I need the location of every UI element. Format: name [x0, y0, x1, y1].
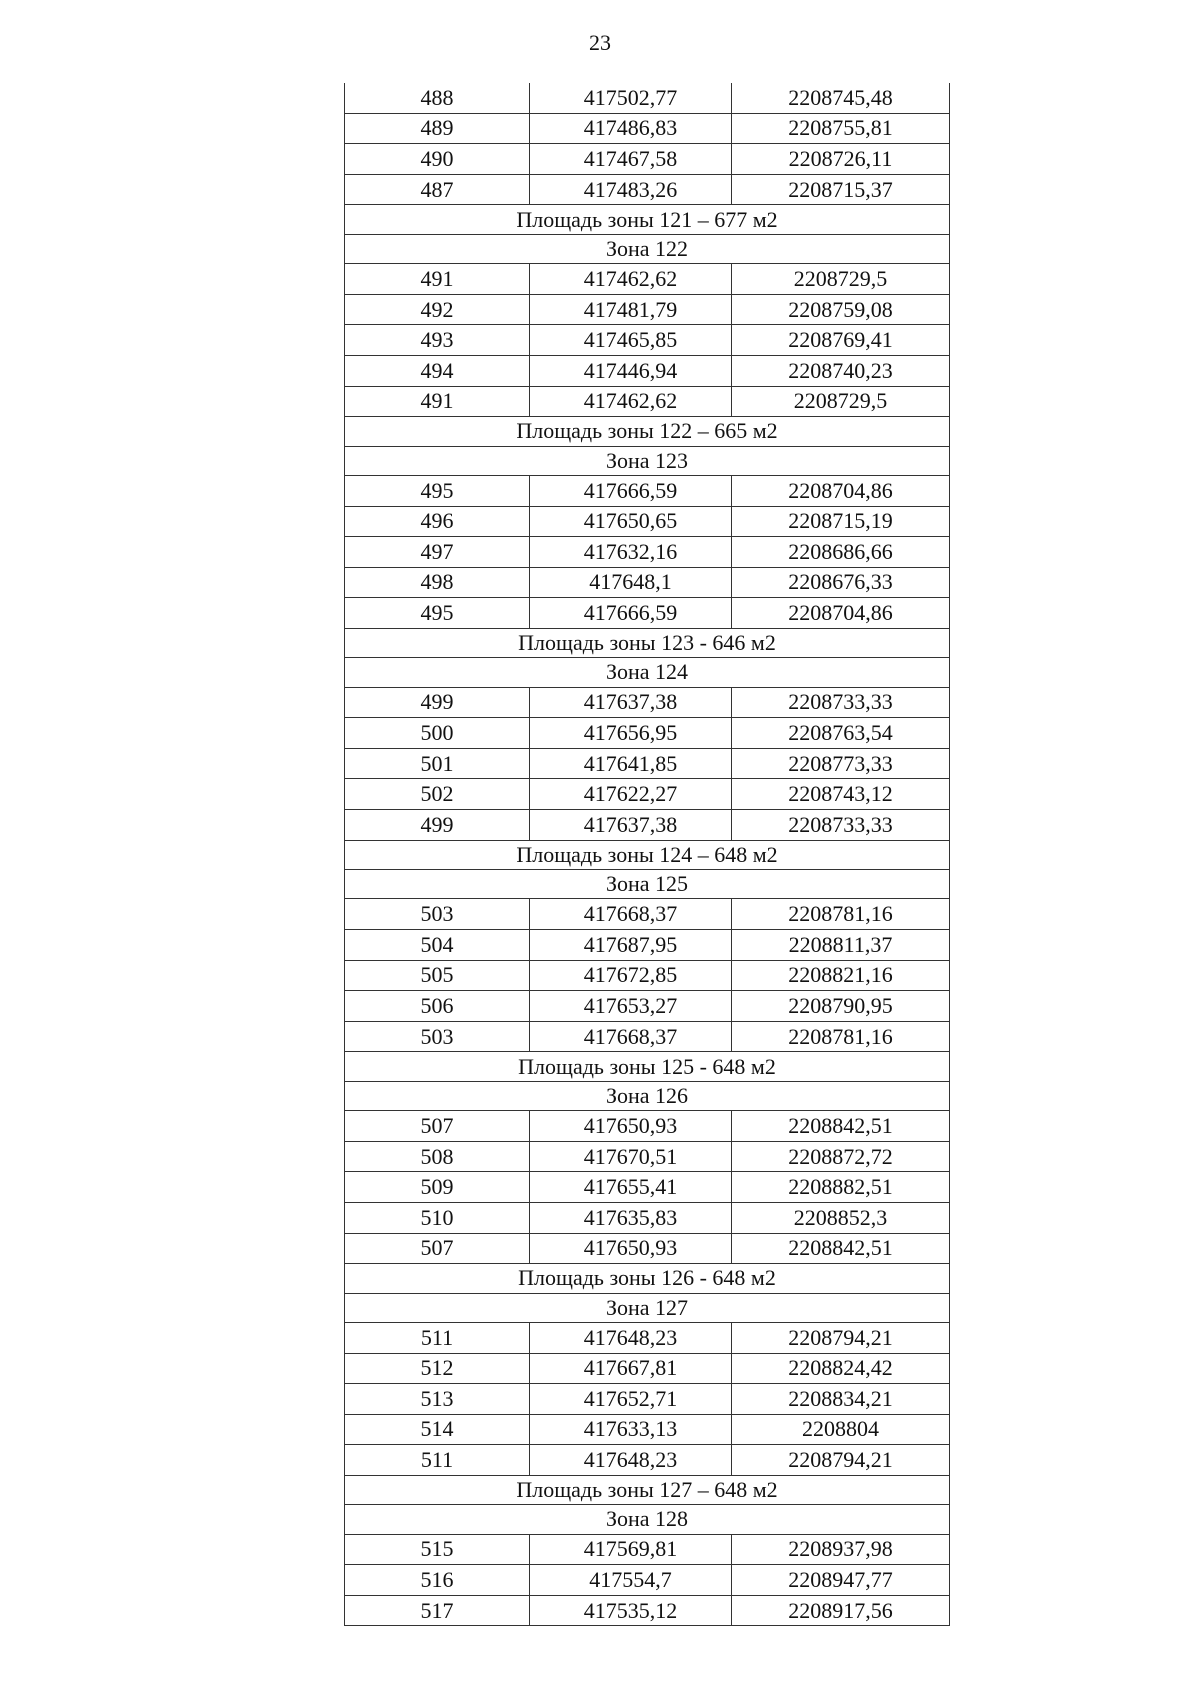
x-coordinate-cell: 417502,77 [530, 83, 732, 113]
x-coordinate-cell: 417632,16 [530, 537, 732, 568]
zone-header-row [345, 870, 950, 899]
point-row [345, 325, 950, 356]
y-coordinate-cell: 2208842,51 [732, 1233, 950, 1264]
zone-area-row [345, 1475, 950, 1504]
point-row [345, 1384, 950, 1415]
zone-header-row [345, 446, 950, 475]
point-row [345, 144, 950, 175]
point-number-cell: 509 [345, 1172, 530, 1203]
y-coordinate-cell: 2208726,11 [732, 144, 950, 175]
zone-header-row [345, 658, 950, 687]
x-coordinate-cell: 417535,12 [530, 1595, 732, 1626]
point-number-cell: 515 [345, 1534, 530, 1565]
coordinates-table-body [345, 83, 950, 1626]
y-coordinate-cell: 2208755,81 [732, 113, 950, 144]
y-coordinate-cell: 2208937,98 [732, 1534, 950, 1565]
point-number-cell: 491 [345, 386, 530, 417]
point-number-cell: 508 [345, 1141, 530, 1172]
point-number-cell: 502 [345, 779, 530, 810]
point-number-cell: 501 [345, 748, 530, 779]
point-row [345, 1322, 950, 1353]
y-coordinate-cell: 2208790,95 [732, 991, 950, 1022]
y-coordinate-cell: 2208842,51 [732, 1111, 950, 1142]
point-row [345, 537, 950, 568]
zone-area-label: Площадь зоны 126 - 648 м2 [345, 1264, 950, 1293]
point-number-cell: 492 [345, 294, 530, 325]
x-coordinate-cell: 417670,51 [530, 1141, 732, 1172]
point-number-cell: 510 [345, 1202, 530, 1233]
y-coordinate-cell: 2208852,3 [732, 1202, 950, 1233]
x-coordinate-cell: 417650,65 [530, 506, 732, 537]
point-row [345, 930, 950, 961]
y-coordinate-cell: 2208794,21 [732, 1322, 950, 1353]
x-coordinate-cell: 417641,85 [530, 748, 732, 779]
y-coordinate-cell: 2208773,33 [732, 748, 950, 779]
y-coordinate-cell: 2208733,33 [732, 687, 950, 718]
point-number-cell: 497 [345, 537, 530, 568]
x-coordinate-cell: 417648,23 [530, 1445, 732, 1476]
y-coordinate-cell: 2208715,37 [732, 174, 950, 205]
zone-title: Зона 125 [345, 870, 950, 899]
point-number-cell: 489 [345, 113, 530, 144]
x-coordinate-cell: 417483,26 [530, 174, 732, 205]
point-number-cell: 506 [345, 991, 530, 1022]
y-coordinate-cell: 2208676,33 [732, 567, 950, 598]
point-row [345, 355, 950, 386]
point-number-cell: 499 [345, 687, 530, 718]
zone-area-label: Площадь зоны 121 – 677 м2 [345, 205, 950, 234]
coordinates-table [344, 83, 950, 1626]
y-coordinate-cell: 2208781,16 [732, 1021, 950, 1052]
zone-area-label: Площадь зоны 122 – 665 м2 [345, 417, 950, 446]
point-row [345, 1445, 950, 1476]
y-coordinate-cell: 2208759,08 [732, 294, 950, 325]
point-row [345, 567, 950, 598]
x-coordinate-cell: 417462,62 [530, 264, 732, 295]
x-coordinate-cell: 417635,83 [530, 1202, 732, 1233]
zone-area-row [345, 1052, 950, 1081]
x-coordinate-cell: 417672,85 [530, 960, 732, 991]
point-number-cell: 495 [345, 475, 530, 506]
zone-title: Зона 124 [345, 658, 950, 687]
point-number-cell: 505 [345, 960, 530, 991]
zone-area-row [345, 628, 950, 657]
y-coordinate-cell: 2208781,16 [732, 899, 950, 930]
point-number-cell: 493 [345, 325, 530, 356]
y-coordinate-cell: 2208740,23 [732, 355, 950, 386]
point-number-cell: 496 [345, 506, 530, 537]
point-number-cell: 514 [345, 1414, 530, 1445]
y-coordinate-cell: 2208729,5 [732, 264, 950, 295]
x-coordinate-cell: 417446,94 [530, 355, 732, 386]
y-coordinate-cell: 2208745,48 [732, 83, 950, 113]
y-coordinate-cell: 2208834,21 [732, 1384, 950, 1415]
x-coordinate-cell: 417481,79 [530, 294, 732, 325]
x-coordinate-cell: 417637,38 [530, 687, 732, 718]
point-row [345, 386, 950, 417]
y-coordinate-cell: 2208729,5 [732, 386, 950, 417]
zone-header-row [345, 234, 950, 263]
point-number-cell: 491 [345, 264, 530, 295]
y-coordinate-cell: 2208763,54 [732, 718, 950, 749]
zone-header-row [345, 1081, 950, 1110]
zone-title: Зона 122 [345, 234, 950, 263]
x-coordinate-cell: 417666,59 [530, 598, 732, 629]
x-coordinate-cell: 417648,1 [530, 567, 732, 598]
point-row [345, 779, 950, 810]
point-row [345, 83, 950, 113]
x-coordinate-cell: 417653,27 [530, 991, 732, 1022]
point-row [345, 1111, 950, 1142]
y-coordinate-cell: 2208917,56 [732, 1595, 950, 1626]
y-coordinate-cell: 2208704,86 [732, 598, 950, 629]
zone-title: Зона 126 [345, 1081, 950, 1110]
point-row [345, 1021, 950, 1052]
point-number-cell: 488 [345, 83, 530, 113]
point-number-cell: 511 [345, 1445, 530, 1476]
point-row [345, 1595, 950, 1626]
x-coordinate-cell: 417687,95 [530, 930, 732, 961]
point-row [345, 687, 950, 718]
x-coordinate-cell: 417465,85 [530, 325, 732, 356]
y-coordinate-cell: 2208715,19 [732, 506, 950, 537]
point-row [345, 1565, 950, 1596]
point-number-cell: 513 [345, 1384, 530, 1415]
point-number-cell: 517 [345, 1595, 530, 1626]
point-row [345, 1141, 950, 1172]
zone-area-row [345, 840, 950, 869]
point-number-cell: 498 [345, 567, 530, 598]
point-number-cell: 507 [345, 1233, 530, 1264]
x-coordinate-cell: 417656,95 [530, 718, 732, 749]
point-row [345, 294, 950, 325]
x-coordinate-cell: 417467,58 [530, 144, 732, 175]
point-number-cell: 503 [345, 1021, 530, 1052]
point-number-cell: 503 [345, 899, 530, 930]
x-coordinate-cell: 417655,41 [530, 1172, 732, 1203]
y-coordinate-cell: 2208824,42 [732, 1353, 950, 1384]
zone-area-label: Площадь зоны 124 – 648 м2 [345, 840, 950, 869]
point-row [345, 264, 950, 295]
x-coordinate-cell: 417633,13 [530, 1414, 732, 1445]
y-coordinate-cell: 2208733,33 [732, 810, 950, 841]
point-number-cell: 490 [345, 144, 530, 175]
point-row [345, 174, 950, 205]
y-coordinate-cell: 2208794,21 [732, 1445, 950, 1476]
y-coordinate-cell: 2208872,72 [732, 1141, 950, 1172]
y-coordinate-cell: 2208821,16 [732, 960, 950, 991]
zone-title: Зона 128 [345, 1505, 950, 1534]
zone-title: Зона 123 [345, 446, 950, 475]
y-coordinate-cell: 2208811,37 [732, 930, 950, 961]
point-row [345, 1353, 950, 1384]
x-coordinate-cell: 417486,83 [530, 113, 732, 144]
point-row [345, 899, 950, 930]
point-number-cell: 511 [345, 1322, 530, 1353]
point-number-cell: 487 [345, 174, 530, 205]
y-coordinate-cell: 2208882,51 [732, 1172, 950, 1203]
page-number: 23 [589, 30, 611, 55]
point-row [345, 1414, 950, 1445]
x-coordinate-cell: 417668,37 [530, 1021, 732, 1052]
point-row [345, 991, 950, 1022]
x-coordinate-cell: 417648,23 [530, 1322, 732, 1353]
point-row [345, 718, 950, 749]
x-coordinate-cell: 417554,7 [530, 1565, 732, 1596]
point-row [345, 113, 950, 144]
point-row [345, 1202, 950, 1233]
point-number-cell: 500 [345, 718, 530, 749]
x-coordinate-cell: 417650,93 [530, 1111, 732, 1142]
y-coordinate-cell: 2208947,77 [732, 1565, 950, 1596]
point-row [345, 748, 950, 779]
point-row [345, 1172, 950, 1203]
zone-area-row [345, 205, 950, 234]
point-number-cell: 499 [345, 810, 530, 841]
x-coordinate-cell: 417462,62 [530, 386, 732, 417]
zone-title: Зона 127 [345, 1293, 950, 1322]
x-coordinate-cell: 417666,59 [530, 475, 732, 506]
zone-area-label: Площадь зоны 123 - 646 м2 [345, 628, 950, 657]
point-row [345, 960, 950, 991]
point-number-cell: 494 [345, 355, 530, 386]
y-coordinate-cell: 2208686,66 [732, 537, 950, 568]
y-coordinate-cell: 2208704,86 [732, 475, 950, 506]
zone-header-row [345, 1505, 950, 1534]
point-row [345, 810, 950, 841]
x-coordinate-cell: 417668,37 [530, 899, 732, 930]
point-row [345, 475, 950, 506]
zone-header-row [345, 1293, 950, 1322]
y-coordinate-cell: 2208769,41 [732, 325, 950, 356]
point-number-cell: 512 [345, 1353, 530, 1384]
point-row [345, 598, 950, 629]
y-coordinate-cell: 2208804 [732, 1414, 950, 1445]
zone-area-label: Площадь зоны 125 - 648 м2 [345, 1052, 950, 1081]
zone-area-row [345, 1264, 950, 1293]
point-row [345, 1534, 950, 1565]
x-coordinate-cell: 417637,38 [530, 810, 732, 841]
zone-area-row [345, 417, 950, 446]
x-coordinate-cell: 417650,93 [530, 1233, 732, 1264]
point-row [345, 506, 950, 537]
x-coordinate-cell: 417622,27 [530, 779, 732, 810]
y-coordinate-cell: 2208743,12 [732, 779, 950, 810]
x-coordinate-cell: 417667,81 [530, 1353, 732, 1384]
point-number-cell: 495 [345, 598, 530, 629]
point-row [345, 1233, 950, 1264]
point-number-cell: 507 [345, 1111, 530, 1142]
zone-area-label: Площадь зоны 127 – 648 м2 [345, 1475, 950, 1504]
point-number-cell: 516 [345, 1565, 530, 1596]
point-number-cell: 504 [345, 930, 530, 961]
x-coordinate-cell: 417652,71 [530, 1384, 732, 1415]
x-coordinate-cell: 417569,81 [530, 1534, 732, 1565]
